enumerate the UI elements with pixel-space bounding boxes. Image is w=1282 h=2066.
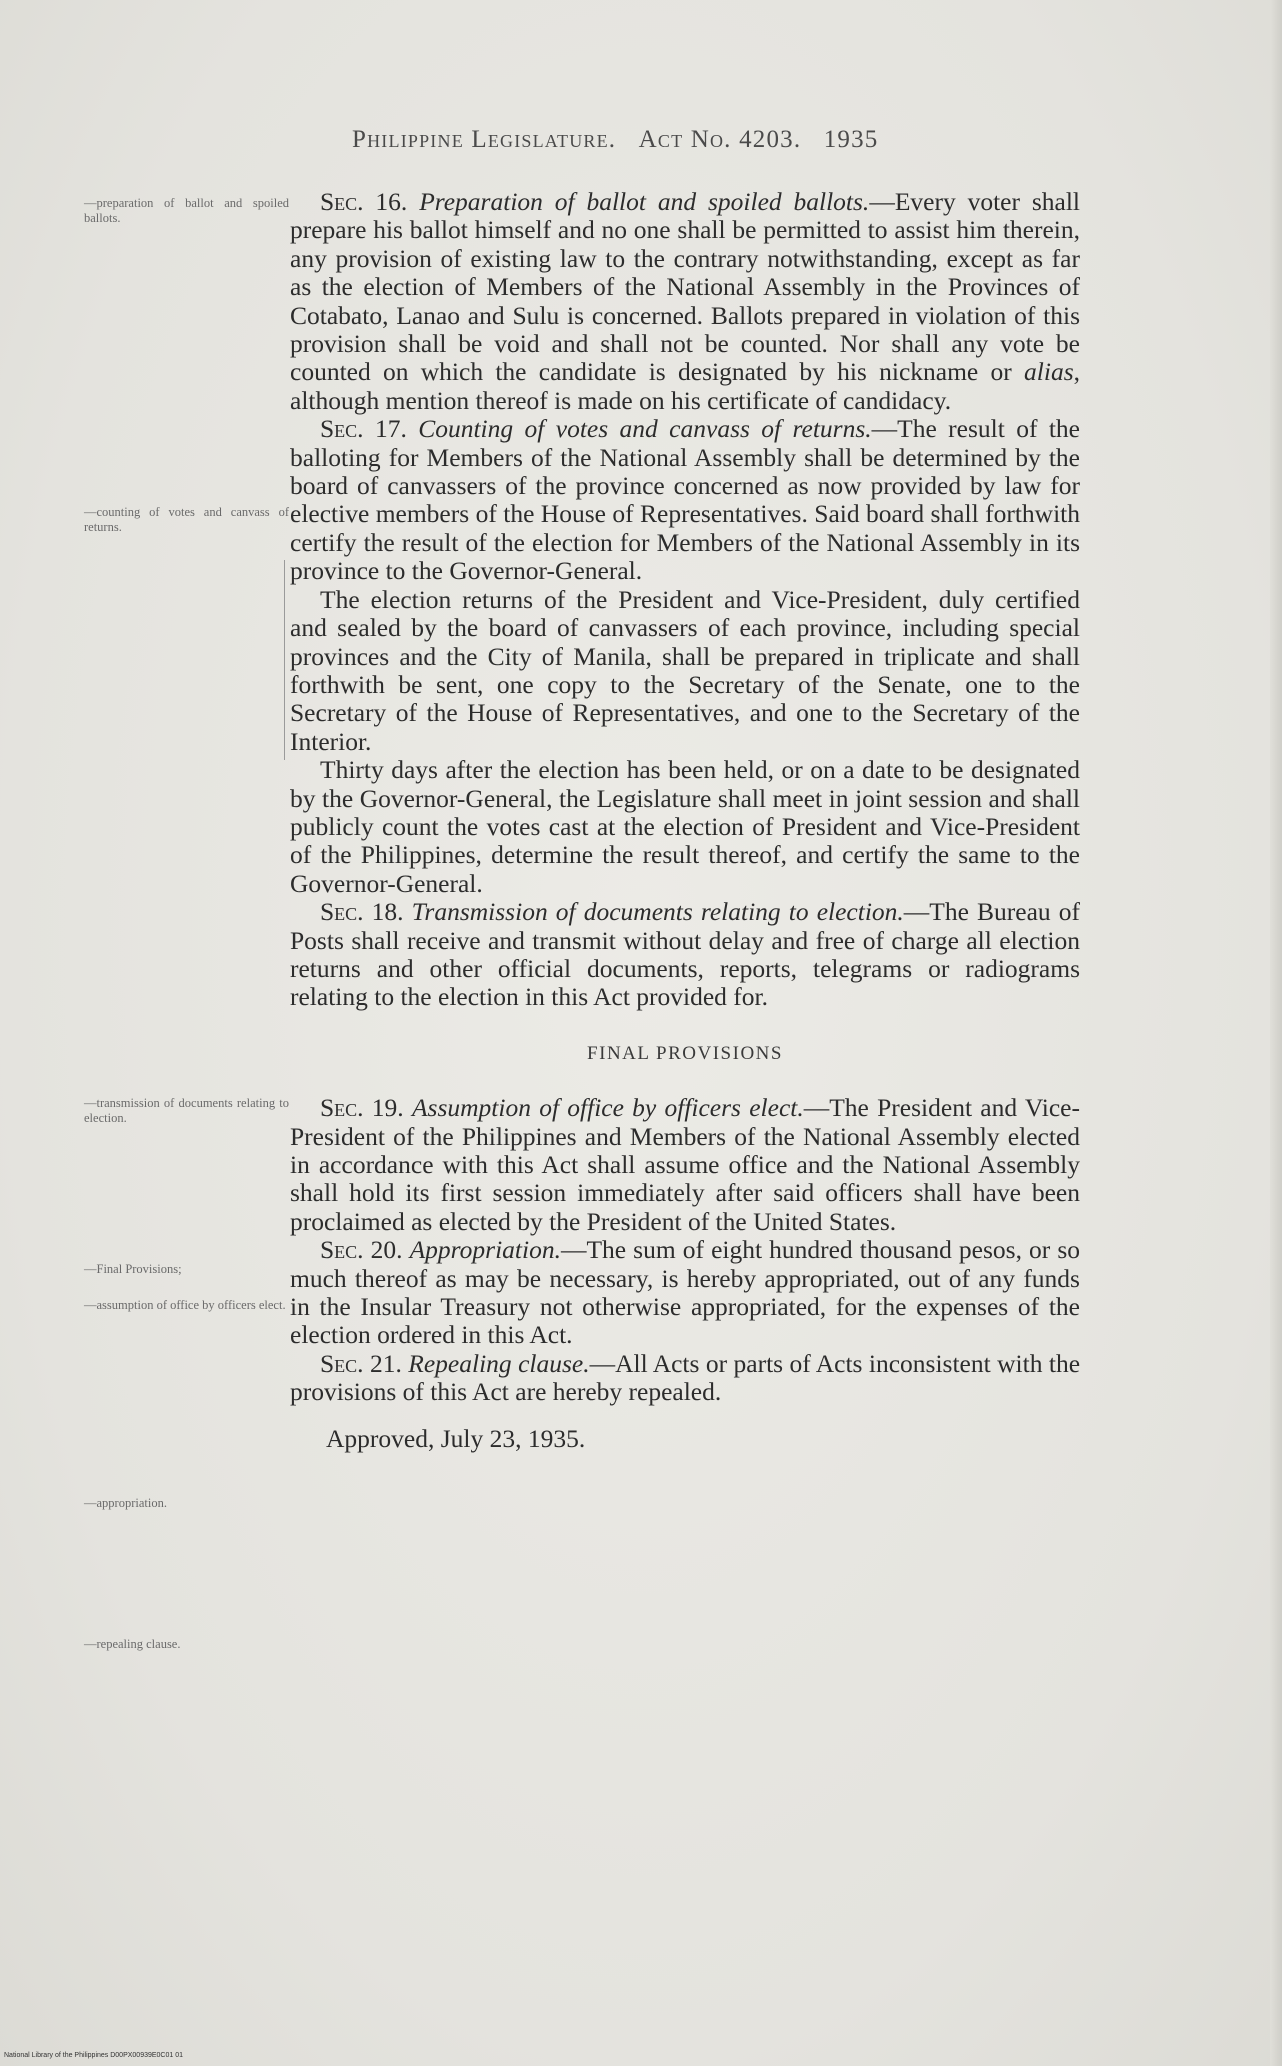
section-text: —The Bureau of Posts shall receive and transmit without delay and free of charge all election returns and other official documents, reports, telegrams or radiograms relating to the election in this Act provided for. [290, 897, 1081, 1012]
section-text: , although mention thereof is made on his certificate of candidacy. [290, 357, 1080, 415]
section-number: Sec. 17. [320, 414, 407, 444]
margin-rule [284, 560, 285, 760]
section-21 [290, 1350, 1080, 1407]
section-number: Sec. 21. [320, 1348, 402, 1378]
section-number: Sec. 18. [320, 897, 404, 927]
approval-line: Approved, July 23, 1935. [326, 1423, 586, 1453]
section-title: Repealing clause. [408, 1348, 590, 1378]
section-title: Preparation of ballot and spoiled ballots. [419, 187, 870, 216]
section-title: Assumption of office by officers elect. [411, 1093, 804, 1123]
section-number: Sec. 20. [320, 1235, 403, 1265]
margin-note-assumption: —assumption of office by officers elect. [84, 1298, 286, 1312]
section-18 [290, 898, 1080, 1012]
section-20 [290, 1236, 1080, 1350]
margin-note-repealing: —repealing clause. [84, 1637, 181, 1651]
section-text: —All Acts or parts of Acts inconsistent with the provisions of this Act are hereby repealed. [290, 1348, 1081, 1407]
margin-note-counting: —counting of votes and canvass of returns. [84, 505, 289, 534]
section-text: —Every voter shall prepare his ballot himself and no one shall be permitted to assist him therein, any provision of existing law to the contrary notwithstanding, except as far as the election of Members of the National Assembly in the Provinces of Cotabato, Lanao and Sulu is concerned. Ballots prepared in violation of this provision shall be void and shall not be counted. Nor shall any vote be counted on which the candidate is designated by his nickname or [290, 187, 1080, 387]
margin-note-appropriation: —appropriation. [84, 1496, 167, 1510]
margin-note-final-provisions: —Final Provisions; [84, 1262, 182, 1276]
section-16 [290, 188, 1080, 415]
section-text: —The President and Vice-President of the Philippines and Members of the National Assembly elected in accordance with this Act shall assume office and the National Assembly shall hold its first session immediately after said officers shall have been proclaimed as elected by the President of the United States. [290, 1093, 1080, 1236]
section-title: Appropriation. [409, 1235, 561, 1265]
header-year: 1935 [823, 126, 879, 153]
page-edge-shadow [1270, 0, 1282, 2066]
header-act-number: Act No. 4203. [638, 126, 802, 153]
scan-footer: National Library of the Philippines D00PX00939E0C01 01 [4, 2052, 184, 2059]
section-17-paragraph-3: Thirty days after the election has been held, or on a date to be designated by the Governor-General, the Legislature shall meet in joint session and shall publicly count the votes cast at the election of President and Vice-President of the Philippines, determine the result thereof, and certify the same to the Governor-General. [290, 755, 1080, 898]
act-body [290, 188, 1080, 1453]
section-19 [290, 1094, 1080, 1236]
section-title: Transmission of documents relating to election. [411, 897, 904, 927]
section-text-italic: alias [1024, 357, 1074, 387]
running-header [352, 126, 1012, 154]
section-text: —The sum of eight hundred thousand pesos, or so much thereof as may be necessary, is hereby appropriated, out of any funds in the Insular Treasury not otherwise appropriated, for the expenses of the election ordered in this Act. [290, 1235, 1081, 1350]
final-provisions-heading: FINAL PROVISIONS [587, 1042, 783, 1064]
margin-note-transmission: —transmission of documents relating to election. [84, 1096, 289, 1125]
section-text: —The result of the balloting for Members of the National Assembly shall be determined by the board of canvassers of the province concerned as now provided by law for elective members of the House of Representatives. Said board shall forthwith certify the result of the election for Members of the National Assembly in its province to the Governor-General. [290, 414, 1081, 586]
section-17 [290, 415, 1080, 585]
section-title: Counting of votes and canvass of returns. [418, 414, 872, 444]
header-title: Philippine Legislature. [352, 126, 617, 153]
section-number: Sec. 19. [320, 1093, 404, 1123]
section-number: Sec. 16. [320, 187, 408, 216]
margin-note-preparation: —preparation of ballot and spoiled ballots. [84, 196, 289, 225]
section-17-paragraph-2: The election returns of the President and Vice-President, duly certified and sealed by the board of canvassers of each province, including special provinces and the City of Manila, shall be prepared in triplicate and shall forthwith be sent, one copy to the Secretary of the Senate, one to the Secretary of the House of Representatives, and one to the Secretary of the Interior. [290, 584, 1080, 756]
